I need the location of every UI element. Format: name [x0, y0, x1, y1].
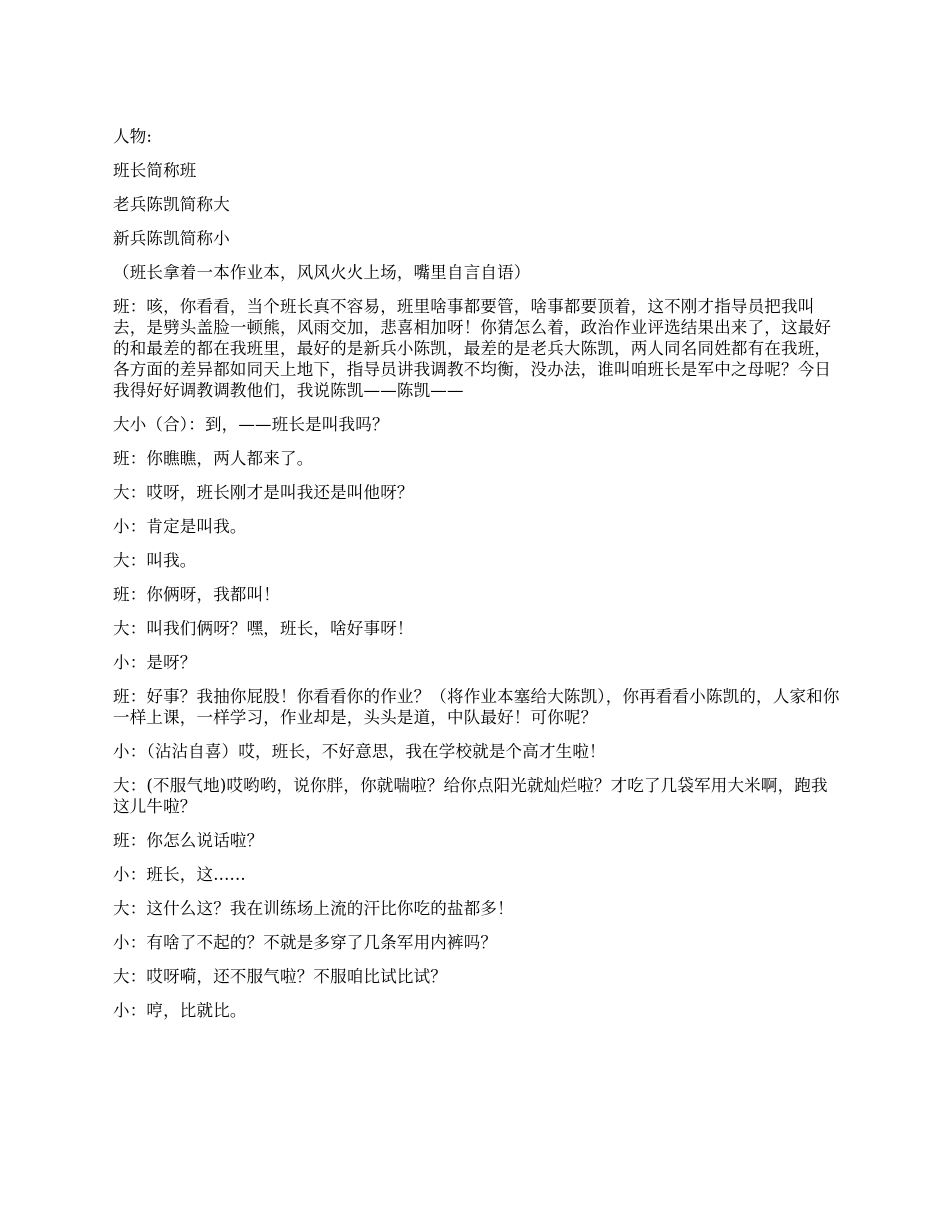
paragraph-dialogue: 小：班长，这...... — [113, 865, 246, 884]
paragraph-dialogue: 大：这什么这？我在训练场上流的汗比你吃的盐都多！ — [113, 899, 514, 918]
paragraph-cast-veteran: 老兵陈凯简称大 — [113, 195, 230, 214]
paragraph-dialogue: 班：你瞧瞧，两人都来了。 — [113, 449, 314, 468]
paragraph-dialogue: 大：哎呀嗬，还不服气啦？不服咱比试比试？ — [113, 967, 447, 986]
paragraph-dialogue: 大：哎呀，班长刚才是叫我还是叫他呀？ — [113, 483, 414, 502]
paragraph-dialogue: 小：（沾沾自喜）哎，班长，不好意思，我在学校就是个高才生啦！ — [113, 742, 606, 761]
paragraph-cast-heading: 人物: — [113, 127, 153, 146]
paragraph-dialogue: 班：你俩呀，我都叫！ — [113, 585, 280, 604]
paragraph-dialogue: 班：你怎么说话啦？ — [113, 831, 264, 850]
document-body — [113, 126, 843, 1034]
paragraph-stage-direction: （班长拿着一本作业本，风风火火上场，嘴里自言自语） — [113, 263, 531, 282]
paragraph-dialogue: 班：咳，你看看，当个班长真不容易，班里啥事都要管，啥事都要顶着，这不刚才指导员把我叫去，是劈头盖脸一顿熊，风雨交加，悲喜相加呀！你猜怎么着，政治作业评选结果出来了，这最好的和最差的都在我班里，最好的是新兵小陈凯，最差的是老兵大陈凯，两人同名同姓都有在我班，各方面的差异都如同天上地下，指导员讲我调教不均衡，没办法，谁叫咱班长是军中之母呢？今日我得好好调教调教他们，我说陈凯——陈凯—— — [113, 297, 832, 400]
paragraph-dialogue: 小：肯定是叫我。 — [113, 517, 247, 536]
paragraph-dialogue: 小：是呀？ — [113, 653, 197, 672]
paragraph-dialogue: 小：哼，比就比。 — [113, 1001, 247, 1020]
paragraph-dialogue: 班：好事？我抽你屁股！你看看你的作业？（将作业本塞给大陈凯），你再看看小陈凯的，人家和你一样上课，一样学习，作业却是，头头是道，中队最好！可你呢？ — [113, 687, 840, 727]
paragraph-dialogue: 小：有啥了不起的？不就是多穿了几条军用内裤吗？ — [113, 933, 498, 952]
paragraph-dialogue: 大小（合）：到，——班长是叫我吗？ — [113, 415, 389, 434]
paragraph-cast-squad-leader: 班长简称班 — [113, 161, 197, 180]
paragraph-dialogue: 大：叫我们俩呀？嘿，班长，啥好事呀！ — [113, 619, 414, 638]
paragraph-dialogue: 大：(不服气地)哎哟哟，说你胖，你就喘啦？给你点阳光就灿烂啦？才吃了几袋军用大米啊，跑我这儿牛啦？ — [113, 776, 828, 816]
paragraph-dialogue: 大：叫我。 — [113, 551, 197, 570]
paragraph-cast-recruit: 新兵陈凯简称小 — [113, 229, 230, 248]
